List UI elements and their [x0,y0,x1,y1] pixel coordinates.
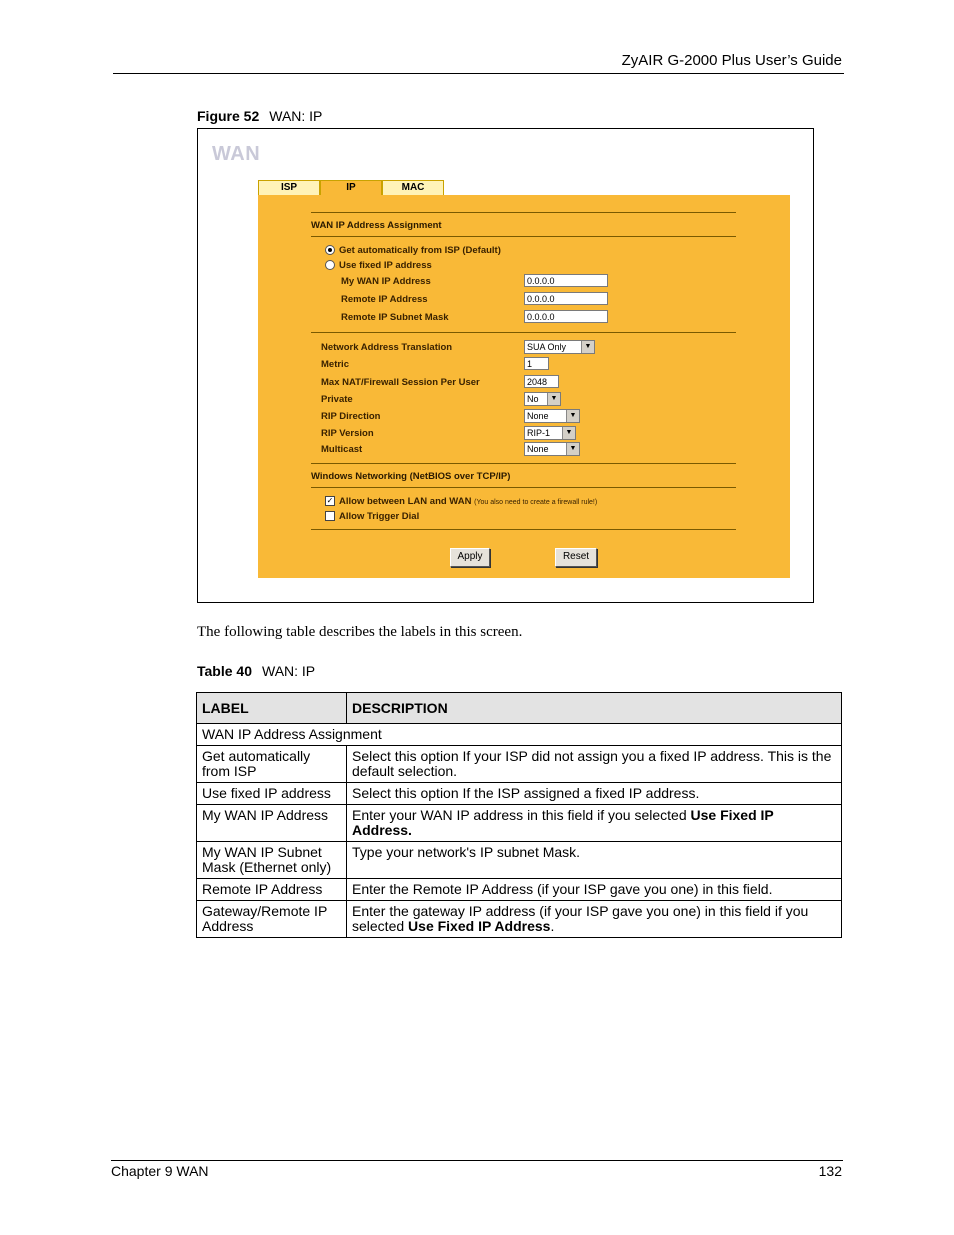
rip-version-select[interactable] [524,426,576,440]
table-title: WAN: IP [262,663,316,679]
rip-version-label: RIP Version [321,428,374,439]
rip-version-select-value: RIP-1 [527,428,551,438]
max-nat-label: Max NAT/Firewall Session Per User [321,377,480,388]
table-caption [197,663,315,679]
figure-number: Figure 52 [197,108,260,124]
tab-ip[interactable]: IP [320,180,382,195]
chevron-down-icon: ▼ [566,410,579,422]
allow-lan-wan-checkbox[interactable]: ✓ [326,496,334,505]
column-header-label: LABEL [197,693,347,724]
description-cell: Enter the Remote IP Address (if your ISP gave you one) in this field. [347,879,842,901]
metric-label: Metric [321,359,349,370]
reset-button[interactable]: Reset [555,548,597,567]
table-header-row [197,693,842,724]
table-row [197,842,842,879]
description-text: Enter your WAN IP address in this field if you selected [352,807,691,823]
table-section-row [197,724,842,746]
body-paragraph: The following table describes the labels in this screen. [197,624,523,640]
my-wan-ip-label: My WAN IP Address [341,276,431,287]
screen-title: WAN [212,143,261,165]
description-cell [347,805,842,842]
firewall-note: (You also need to create a firewall rule!) [474,499,598,506]
chevron-down-icon: ▼ [562,427,575,439]
radio-fixed-ip[interactable] [325,260,335,270]
label-cell: My WAN IP Address [197,805,347,842]
wan-section-heading: WAN IP Address Assignment [311,220,442,231]
rip-direction-select-value: None [527,411,549,421]
figure-title: WAN: IP [269,108,323,124]
remote-ip-label: Remote IP Address [341,294,428,305]
radio-get-auto-label: Get automatically from ISP (Default) [339,245,501,256]
figure-screenshot [197,128,814,603]
table-row [197,746,842,783]
footer-chapter: Chapter 9 WAN [111,1163,209,1179]
radio-get-auto[interactable] [325,245,335,255]
description-text: . [550,918,555,934]
divider [311,236,736,237]
label-cell: Use fixed IP address [197,783,347,805]
section-cell: WAN IP Address Assignment [197,724,842,746]
rip-direction-label: RIP Direction [321,411,381,422]
guide-title: ZyAIR G-2000 Plus User’s Guide [621,52,842,69]
chevron-down-icon: ▼ [566,443,579,455]
my-wan-ip-input[interactable]: 0.0.0.0 [524,274,608,287]
multicast-select-value: None [527,444,549,454]
header-rule [113,73,844,74]
max-nat-input[interactable]: 2048 [524,375,559,388]
divider [311,529,736,530]
description-cell: Select this option If the ISP assigned a fixed IP address. [347,783,842,805]
chevron-down-icon: ▼ [547,393,560,405]
table-row [197,783,842,805]
divider [311,463,736,464]
nat-select[interactable] [524,340,595,354]
label-cell: Gateway/Remote IP Address [197,901,347,938]
remote-mask-input[interactable]: 0.0.0.0 [524,310,608,323]
rip-direction-select[interactable] [524,409,580,423]
label-description-table [196,692,842,938]
metric-input[interactable]: 1 [524,357,549,370]
allow-lan-wan-label [339,496,597,507]
radio-fixed-ip-label: Use fixed IP address [339,260,432,271]
description-cell: Select this option If your ISP did not assign you a fixed IP address. This is the default selection. [347,746,842,783]
figure-caption [197,108,322,124]
footer-page-number: 132 [818,1163,842,1179]
label-cell: Get automatically from ISP [197,746,347,783]
netbios-section-heading: Windows Networking (NetBIOS over TCP/IP) [311,471,511,482]
allow-trigger-checkbox[interactable] [325,511,335,521]
tab-isp[interactable]: ISP [258,180,320,195]
description-bold: Use Fixed IP Address [408,918,551,934]
nat-label: Network Address Translation [321,342,453,353]
description-cell [347,901,842,938]
apply-button[interactable]: Apply [450,548,490,567]
table-row [197,879,842,901]
table-number: Table 40 [197,663,252,679]
settings-panel [258,195,790,578]
description-text: Enter the gateway IP address (if your ISP gave you one) in this field if you selected [352,903,809,934]
private-select-value: No [527,394,539,404]
allow-trigger-label: Allow Trigger Dial [339,511,420,522]
private-select[interactable] [524,392,561,406]
divider [311,487,736,488]
table-row [197,901,842,938]
column-header-description: DESCRIPTION [347,693,842,724]
remote-ip-input[interactable]: 0.0.0.0 [524,292,608,305]
multicast-select[interactable] [524,442,580,456]
nat-select-value: SUA Only [527,342,567,352]
multicast-label: Multicast [321,444,363,455]
allow-lan-wan-text: Allow between LAN and WAN [339,496,472,507]
divider [311,212,736,213]
label-cell: My WAN IP Subnet Mask (Ethernet only) [197,842,347,879]
description-cell: Type your network's IP subnet Mask. [347,842,842,879]
table-row [197,805,842,842]
tab-mac[interactable]: MAC [382,180,444,195]
description-bold: Use Fixed IP Address. [352,807,774,838]
footer-rule [111,1160,843,1161]
private-label: Private [321,394,353,405]
label-cell: Remote IP Address [197,879,347,901]
chevron-down-icon: ▼ [581,341,594,353]
divider [311,332,736,333]
remote-mask-label: Remote IP Subnet Mask [341,312,449,323]
